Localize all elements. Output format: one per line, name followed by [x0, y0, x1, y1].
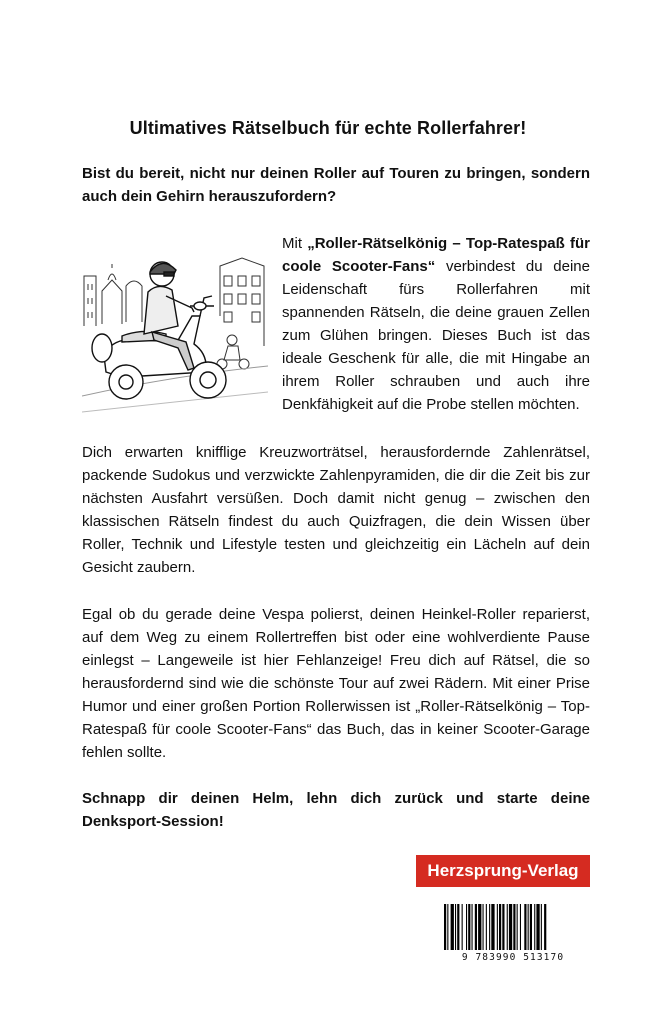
scooter-rider-illustration — [82, 236, 268, 416]
isbn-digits: 9 783990 513170 — [461, 952, 565, 963]
intro-question: Bist du bereit, nicht nur deinen Roller auf Touren zu bringen, sondern auch dein Gehirn herauszufordern? — [82, 165, 590, 205]
book-description-rest: verbindest du deine Leidenschaft fürs Rollerfahren mit spannenden Rätseln, die deine grauen Zellen zum Glühen bringen. Dieses Buch ist das ideale Geschenk für alle, die mit Hingabe an ihrem Roller schrauben und auch ihre Denkfähigkeit auf die Probe stellen möchten. — [282, 258, 590, 413]
book-prefix: Mit — [282, 235, 308, 252]
isbn-barcode — [436, 902, 590, 966]
back-cover-title: Ultimatives Rätselbuch für echte Rollerfahrer! — [129, 118, 527, 138]
book-title: „Roller-Rätselkönig – Top-Ratespaß für coole Scooter-Fans“ — [282, 235, 590, 275]
puzzle-content-paragraph: Dich erwarten knifflige Kreuzworträtsel, herausfordernde Zahlenrätsel, packende Sudokus und verzwickte Zahlenpyramiden, die dir die Zeit bis zur nächsten Ausfahrt versüßen. Doch damit nicht genug – zwischen den klassischen Rätseln findest du auch Quizfragen, die dein Wissen über Roller, Technik und Lifestyle testen und gleichzeitig ein Lächeln auf dein Gesicht zaubern. — [82, 444, 590, 576]
book-description — [282, 232, 590, 416]
scooter-paragraph: Egal ob du gerade deine Vespa polierst, deinen Heinkel-Roller reparierst, auf dem Weg zu einem Rollertreffen bist oder eine wohlverdiente Pause einlegst – Langeweile ist hier Fehlanzeige! Freu dich auf Rätsel, die so herausfordernd sind wie die schönste Tour auf zwei Rädern. Mit einer Prise Humor und einer großen Portion Rollerwissen ist „Roller-Rätselkönig – Top-Ratespaß für coole Scooter-Fans“ das Buch, das in keiner Scooter-Garage fehlen sollte. — [82, 606, 590, 761]
call-to-action: Schnapp dir deinen Helm, lehn dich zurück und starte deine Denksport-Session! — [82, 790, 590, 830]
barcode-bars — [442, 904, 584, 952]
publisher-logo: Herzsprung-Verlag — [416, 855, 590, 887]
